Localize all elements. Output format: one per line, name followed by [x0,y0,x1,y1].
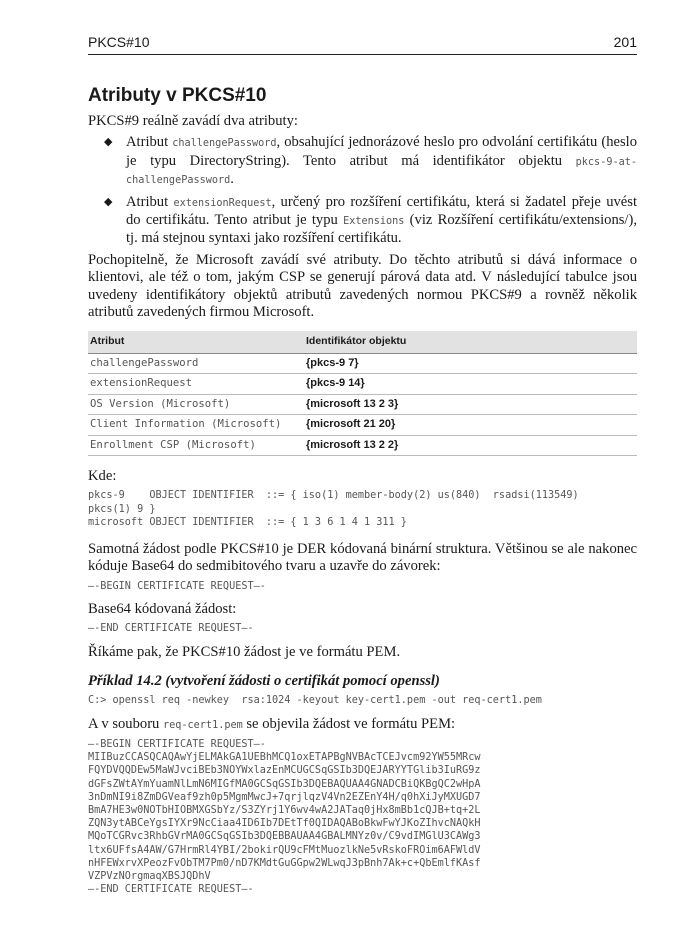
kde-label: Kde: [88,467,117,484]
table-row: OS Version (Microsoft) {microsoft 13 2 3} [88,394,637,414]
end-marker: —-END CERTIFICATE REQUEST—- [88,623,254,635]
der-paragraph: Samotná žádost podle PKCS#10 je DER kódovaná binární struktura. Většinou se ale nakonec kóduje Base64 do sedmibitového tvaru a uzavře do závorek: [88,540,637,575]
running-header [88,32,637,55]
page-body [88,84,637,904]
table-row: Enrollment CSP (Microsoft) {microsoft 13 2 2} [88,435,637,455]
example-title: Příklad 14.2 (vytvoření žádosti o certifikát pomocí openssl) [88,672,440,689]
table-row: Client Information (Microsoft) {microsoft 21 20} [88,415,637,435]
begin-marker: —-BEGIN CERTIFICATE REQUEST—- [88,580,266,592]
table-row: challengePassword {pkcs-9 7} [88,353,637,373]
list-item: ◆ Atribut extensionRequest, určený pro rozšíření certifikátu, která si žadatel přeje uvést do certifikátu. Tento atribut je typu Extensions (viz Rozšíření certifikátu/extensions/), tj. má stejnou syntaxi jako rozšíření certifikátu. [104,193,638,247]
pem-request-block: —-BEGIN CERTIFICATE REQUEST—- MIIBuzCCASQCAQAwYjELMAkGA1UEBhMCQ1oxETAPBgNVBAcTCEJvcm92YW55MRcw FQYDVQQDEw5MaWJvciBEb3NOYWxlazEnMCUGCSqGSIb3DQEJARYYTGlib3IuRG9z dGFsZWtAYmYuamNlLmN6MIGfMA0GCSqGSIb3DQEBAQUAA4GNADCBiQKBgQC2wHpA 3nDmNI9i8ZmDGVeaf9zh0p5MgmMwcJ+7qrjlqzV4Vn2EZEnY4H/q0hXiJyMXUGD7 BmA7HE3w0NOTbHIOBMXGSbYz/S3ZYrj1Y6wv4wA2JATaq0jHx8mBb1cQJB+tq+2L ZQN3ytABCeYgsIYXr9NcCiaa4ID6Ib7DEtTf0QIDAQABoBkwFwYJKoZIhvcNAQkH MQoTCGRvc3RhbGVrMA0GCSqGSIb3DQEBBAUAA4GBALMNYz0v/C9vdIMGlU3CAWg3 ltx6UFfsA4AW/G7HrmRl4YBI/2bokirQU9cFMtMuozlkNe5vRskoFROim6AFWldV nHFEWxrvXPeozFvObTM7Pm0/nD7KMdtGuGGpw2WLwqJ3pBnh7Ak+c+QbEmlfKAsf VZPVzNOrgmaqXBSJQDhV —-END CERTIFICATE REQUEST—- [88,738,481,896]
list-item: ◆ Atribut challengePassword, obsahující jednorázové heslo pro odvolání certifikátu (heslo je typu DirectoryString). Tento atribut má identifikátor objektu pkcs-9-at-challengePassword. [104,134,637,188]
diamond-bullet-icon: ◆ [104,136,113,149]
oid-definition-code: pkcs-9 OBJECT IDENTIFIER ::= { iso(1) member-body(2) us(840) rsadsi(113549) pkcs(1) 9 } microsoft OBJECT IDENTIFIER ::= { 1 3 6 1 4 1 311 } [88,490,579,528]
base64-label: Base64 kódovaná žádost: [88,600,237,617]
oid-table [88,331,637,455]
pem-paragraph: Říkáme pak, že PKCS#10 žádost je ve formátu PEM. [88,643,401,660]
file-paragraph: A v souboru req-cert1.pem se objevila žádost ve formátu PEM: [88,715,456,732]
attribute-list [88,134,637,247]
section-heading: Atributy v PKCS#10 [88,85,267,106]
table-row: extensionRequest {pkcs-9 14} [88,374,637,394]
openssl-command: C:> openssl req -newkey rsa:1024 -keyout key-cert1.pem -out req-cert1.pem [88,695,542,707]
microsoft-paragraph: Pochopitelně, že Microsoft zavádí své atributy. Do těchto atributů si dává informace o klientovi, ale též o tom, jakým CSP se generují párová data atd. V následující tabulce jsou uvedeny identifikátory objektů atributů zavedených normou PKCS#9 a rovněž několik atributů zavedených firmou Microsoft. [88,251,637,321]
running-title: PKCS#10 [88,34,150,50]
diamond-bullet-icon: ◆ [104,195,113,208]
table-header: Atribut [88,331,304,353]
table-header: Identifikátor objektu [304,331,637,353]
intro-paragraph: PKCS#9 reálně zavádí dva atributy: [88,113,298,129]
page-number: 201 [613,34,637,50]
